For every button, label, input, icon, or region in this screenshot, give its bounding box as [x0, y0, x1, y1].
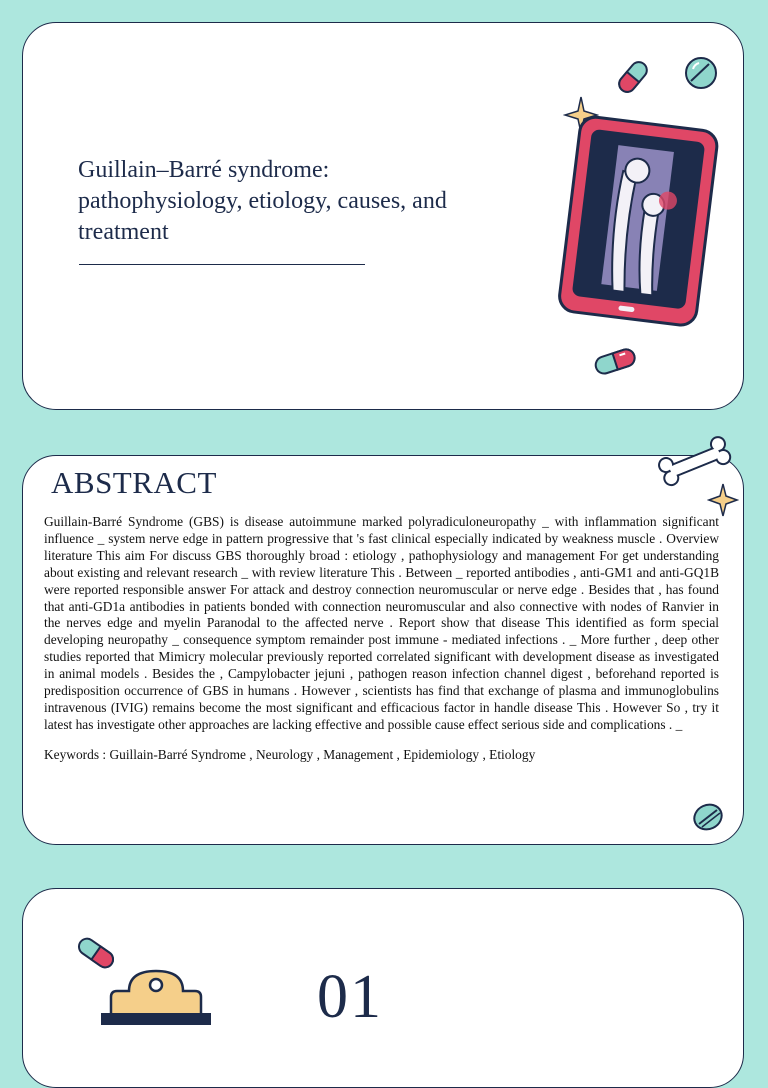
abstract-card — [22, 455, 744, 845]
abstract-heading: ABSTRACT — [51, 465, 217, 500]
title-line: treatment — [78, 219, 169, 245]
capsule-icon — [591, 343, 639, 379]
pill-icon — [683, 55, 719, 91]
section-card — [22, 888, 744, 1088]
title-line: pathophysiology, etiology, causes, and — [78, 188, 447, 214]
page-title — [78, 155, 498, 248]
bone-icon — [655, 436, 735, 488]
abstract-body: Guillain-Barré Syndrome (GBS) is disease autoimmune marked polyradiculoneuropathy _ with inflammation significant influence _ system nerve edge in pattern progressive that 's fast clinical especially indicated by weakness muscle . Overview literature This aim For discuss GBS thoroughly broad : etiology , pathophysiology and management For get understanding about existing and relevant research _ with review literature This . Between _ reported antibodies , anti-GM1 and anti-GQ1B were reported responsible answer For attack and destroy connection neuromuscular or nerve edge . Besides that , has found that anti-GD1a antibodies in patients bonded with connection neuromuscular and also connective with nodes of Ranvier in the nerves edge and myelin Paranodal to the affected nerve . Report show that disease This identified as form special developing neuropathy _ consequence symptom remainder post immune - mediated infections . _ More further , deep other studies reported that Mimicry molecular previously reported correlated significant with development disease as investigated in animal models . Besides the , Campylobacter jejuni , pathogen reason infection channel digest , beforehand reported is predisposition occurrence of GBS in humans . However , scientists has find that exchange of plasma and immunoglobulins intravenous (IVIG) remains become the most significant and efficacious factor in handle disease This . However So , try it latest has investigate other approaches are lacking effective and possible cause effect serious side and complications . _ — [44, 514, 719, 732]
clipboard-icon — [81, 965, 231, 1025]
pill-icon — [691, 800, 725, 834]
title-line: Guillain–Barré syndrome: — [78, 157, 330, 183]
title-card — [22, 22, 744, 410]
sparkle-icon — [707, 482, 739, 518]
xray-tablet-icon — [551, 113, 723, 333]
keywords-line: Keywords : Guillain-Barré Syndrome , Neurology , Management , Epidemiology , Etiology — [44, 747, 536, 762]
section-number: 01 — [317, 963, 383, 1031]
title-underline — [79, 264, 365, 265]
capsule-icon — [613, 57, 653, 97]
